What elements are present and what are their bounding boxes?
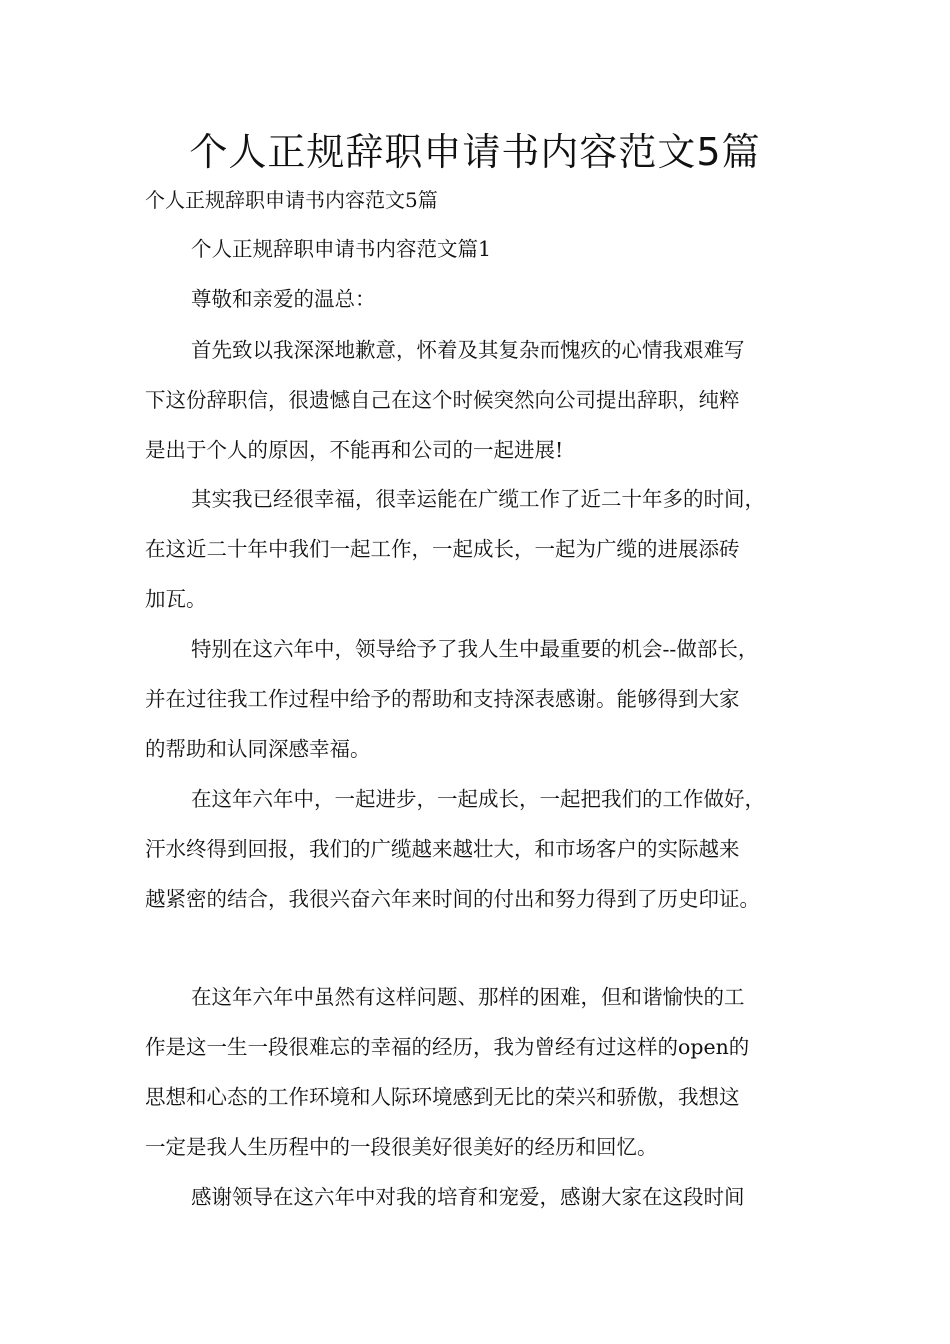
paragraph-line: 作是这一生一段很难忘的幸福的经历，我为曾经有过这样的open的 — [145, 1035, 750, 1059]
paragraph-line: 一定是我人生历程中的一段很美好很美好的经历和回忆。 — [145, 1135, 658, 1159]
paragraph-line: 首先致以我深深地歉意，怀着及其复杂而愧疚的心情我艰难写 — [191, 338, 745, 362]
section-heading — [145, 224, 810, 274]
paragraph-line: 其实我已经很幸福，很幸运能在广缆工作了近二十年多的时间， — [191, 487, 765, 511]
document-title: 个人正规辞职申请书内容范文5篇 — [189, 130, 761, 174]
paragraph-4 — [145, 774, 810, 924]
salutation-text: 尊敬和亲爱的温总： — [191, 287, 376, 311]
paragraph-5 — [145, 972, 810, 1172]
paragraph-line: 的帮助和认同深感幸福。 — [145, 737, 371, 761]
paragraph-line: 在这年六年中虽然有这样问题、那样的困难，但和谐愉快的工 — [191, 985, 745, 1009]
paragraph-6 — [145, 1172, 810, 1222]
paragraph-3 — [145, 624, 810, 774]
paragraph-line: 是出于个人的原因，不能再和公司的一起进展! — [145, 438, 564, 462]
paragraph-line: 并在过往我工作过程中给予的帮助和支持深表感谢。能够得到大家 — [145, 687, 740, 711]
salutation — [145, 274, 810, 324]
paragraph-line: 越紧密的结合，我很兴奋六年来时间的付出和努力得到了历史印证。 — [145, 887, 760, 911]
paragraph-line: 下这份辞职信，很遗憾自己在这个时候突然向公司提出辞职，纯粹 — [145, 388, 740, 412]
paragraph-line: 思想和心态的工作环境和人际环境感到无比的荣兴和骄傲，我想这 — [145, 1085, 740, 1109]
paragraph-line: 汗水终得到回报，我们的广缆越来越壮大，和市场客户的实际越来 — [145, 837, 740, 861]
paragraph-line: 在这年六年中，一起进步，一起成长，一起把我们的工作做好， — [191, 787, 765, 811]
paragraph-2 — [145, 474, 810, 624]
paragraph-line: 感谢领导在这六年中对我的培育和宠爱，感谢大家在这段时间 — [191, 1185, 745, 1209]
paragraph-1 — [145, 325, 810, 475]
document-subtitle: 个人正规辞职申请书内容范文5篇 — [145, 188, 438, 212]
paragraph-line: 加瓦。 — [145, 587, 207, 611]
paragraph-line: 特别在这六年中，领导给予了我人生中最重要的机会--做部长， — [191, 637, 759, 661]
section-heading-text: 个人正规辞职申请书内容范文篇1 — [191, 237, 492, 261]
paragraph-line: 在这近二十年中我们一起工作，一起成长，一起为广缆的进展添砖 — [145, 537, 740, 561]
